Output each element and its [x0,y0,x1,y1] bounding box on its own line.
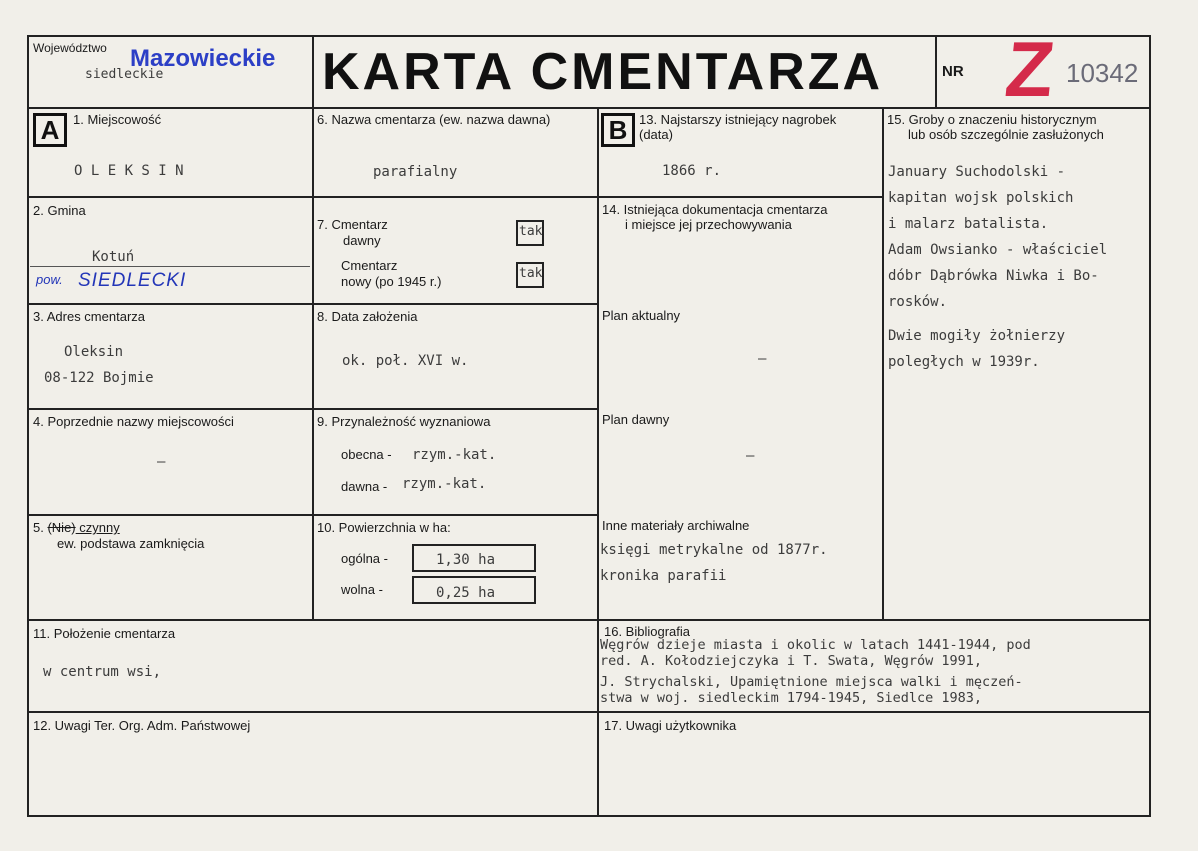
field15-label2: lub osób szczególnie zasłużonych [908,127,1104,142]
nr-letter: Z [1001,25,1059,113]
field10-label: 10. Powierzchnia w ha: [317,520,451,535]
field5-sublabel: ew. podstawa zamknięcia [57,536,205,551]
card-title: KARTA CMENTARZA [322,43,884,101]
bibliography-line: stwa w woj. siedleckim 1794-1945, Siedlce 1983, [600,690,983,706]
rule-row1b [597,196,883,198]
field4-value: – [157,454,166,470]
field8-value: ok. poł. XVI w. [342,353,469,369]
field10-wolna-value: 0,25 ha [436,585,496,601]
field13-label1: 13. Najstarszy istniejący nagrobek [639,112,837,127]
plan-aktualny-value: – [758,351,767,367]
field12-label: 12. Uwagi Ter. Org. Adm. Państwowej [33,718,251,733]
field7-dawny-value: tak [519,224,543,239]
field15-line: poległych w 1939r. [888,354,1040,370]
field2-value: Kotuń [92,249,135,265]
field7-label: 7. Cmentarz [317,217,388,232]
field15-label1: 15. Groby o znaczeniu historycznym [887,112,1097,127]
vrule-1 [312,35,314,620]
inne-line1: księgi metrykalne od 1877r. [600,542,828,558]
field15-line: Adam Owsianko - właściciel [888,242,1108,258]
bibliography-line: J. Strychalski, Upamiętnione miejsca walki i męczeń- [600,674,1023,690]
field7-nowy-value: tak [519,266,543,281]
field7-nowy-label2: nowy (po 1945 r.) [341,274,442,289]
field9-label: 9. Przynależność wyznaniowa [317,414,491,429]
plan-aktualny-label: Plan aktualny [602,308,681,323]
rule-row5 [27,619,1151,621]
field11-value: w centrum wsi, [43,664,162,680]
frame-top [27,35,1151,37]
field9-dawna-value: rzym.-kat. [402,476,487,492]
field7-dawny-label: dawny [343,233,381,248]
powiat-value: SIEDLECKI [78,270,187,291]
field5-nie: (Nie) [47,520,76,535]
plan-dawny-value: – [746,448,755,464]
field2-label: 2. Gmina [33,203,86,218]
frame-bottom [27,815,1151,817]
field15-line: January Suchodolski - [888,164,1066,180]
vrule-2 [597,107,599,815]
field13-label2: (data) [639,127,673,142]
bibliography-line: red. A. Kołodziejczyka i T. Swata, Węgrów 1991, [600,653,983,669]
field17-label: 17. Uwagi użytkownika [604,718,737,733]
section-b-marker: B [601,113,635,147]
field15-line: i malarz batalista. [888,216,1049,232]
field10-ogolna-value: 1,30 ha [436,552,496,568]
field1-label: 1. Miejscowość [73,112,162,127]
field3-line1: Oleksin [64,344,124,360]
vrule-3 [882,107,884,620]
field5-label [33,520,120,536]
field8-label: 8. Data założenia [317,309,418,324]
plan-dawny-label: Plan dawny [602,412,670,427]
inne-label: Inne materiały archiwalne [602,518,750,533]
wojewodztwo-old: siedleckie [85,67,164,82]
frame-left [27,35,29,817]
field1-value: O L E K S I N [74,163,184,179]
field15-line: rosków. [888,294,948,310]
field9-obecna-label: obecna - [341,447,392,462]
field11-label: 11. Położenie cmentarza [33,626,176,641]
powiat-prefix: pow. [36,272,63,287]
section-a-marker: A [33,113,67,147]
field4-label: 4. Poprzednie nazwy miejscowości [33,414,234,429]
field15-line: Dwie mogiły żołnierzy [888,328,1066,344]
field6-value: parafialny [373,164,458,180]
field15-line: dóbr Dąbrówka Niwka i Bo- [888,268,1099,284]
rule-gmina [30,266,310,267]
inne-line2: kronika parafii [600,568,727,584]
field9-obecna-value: rzym.-kat. [412,447,497,463]
field9-dawna-label: dawna - [341,479,388,494]
field15-line: kapitan wojsk polskich [888,190,1074,206]
wojewodztwo-value: Mazowieckie [130,45,276,72]
field3-line2: 08-122 Bojmie [44,370,154,386]
field5-number: 5. [33,520,48,535]
field7-nowy-label1: Cmentarz [341,258,398,273]
field3-label: 3. Adres cmentarza [33,309,145,324]
wojewodztwo-label: Województwo [33,41,107,55]
nr-label: NR [942,63,964,80]
field13-value: 1866 r. [662,163,722,179]
bibliography-line: Węgrów dzieje miasta i okolic w latach 1441-1944, pod [600,637,1031,653]
field6-label: 6. Nazwa cmentarza (ew. nazwa dawna) [317,112,551,127]
rule-row6 [27,711,1151,713]
field16-label: 16. Bibliografia [604,624,690,639]
field14-label2: i miejsce jej przechowywania [625,217,792,232]
field10-ogolna-label: ogólna - [341,551,388,566]
rule-header [27,107,1151,109]
field5-czynny: czynny [75,520,120,535]
field14-label1: 14. Istniejąca dokumentacja cmentarza [602,202,828,217]
nr-number: 10342 [1066,58,1139,88]
field10-wolna-label: wolna - [341,582,383,597]
frame-right [1149,35,1151,817]
vrule-nr [935,35,937,108]
